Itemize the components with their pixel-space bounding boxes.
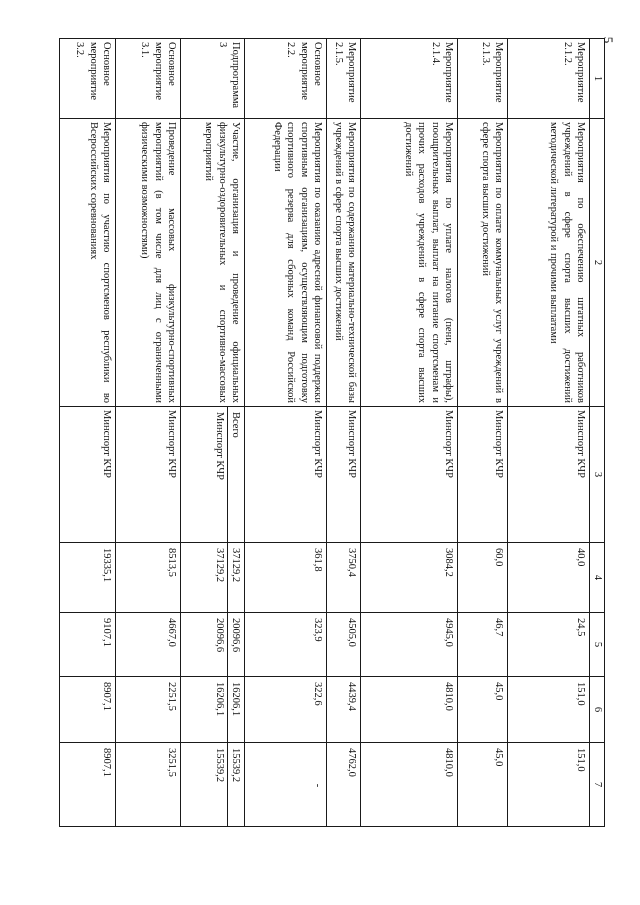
cell-col5: 323,9: [245, 613, 327, 677]
cell-col6: 2251,5: [116, 677, 181, 743]
table-row-subprogram: [181, 39, 245, 827]
row-id: Подпрограмма 3: [181, 39, 245, 119]
row-executor: Минспорт КЧР: [213, 412, 225, 480]
row-executor: Минспорт КЧР: [60, 407, 116, 543]
row-executor-split: [181, 407, 245, 543]
col-header-1: 1: [590, 39, 605, 119]
row-description: Мероприятия по участию спортсменов республики во Всероссийских соревнованиях: [60, 119, 116, 407]
cell-col7: 8907,1: [60, 743, 116, 827]
cell-col4: 40,0: [508, 543, 590, 613]
row-id: Мероприятие 2.1.4.: [361, 39, 458, 119]
program-table: [59, 38, 605, 827]
cell-col5: 46,7: [458, 613, 508, 677]
cell-col4-split: [181, 543, 245, 613]
row-description: Мероприятия по оказанию адресной финансовой поддержки спортивным организациям, осуществляющим подготовку спортивного резерва для сборных команд Российской Федерации: [245, 119, 327, 407]
cell-col7: 15539,2: [213, 748, 225, 783]
cell-col6: 151,0: [508, 677, 590, 743]
cell-col7-total: 15539,2: [227, 743, 242, 826]
cell-col6: 16206,1: [213, 682, 225, 717]
table-row: [508, 39, 590, 827]
row-executor: Минспорт КЧР: [508, 407, 590, 543]
table-row: [245, 39, 327, 827]
cell-col5: 4667,0: [116, 613, 181, 677]
table-row: [60, 39, 116, 827]
row-executor: Минспорт КЧР: [458, 407, 508, 543]
row-description: Участие, организация и проведение официальных физкультурно-оздоровительных и спортивно-массовых мероприятий: [181, 119, 245, 407]
row-description: Мероприятия по обеспечению штатных работников учреждений в сфере спорта высших достижений методической литературой и прочими выплатами: [508, 119, 590, 407]
row-id: Основное мероприятие 3.2.: [60, 39, 116, 119]
cell-col7-split: [181, 743, 245, 827]
cell-col5: 24,5: [508, 613, 590, 677]
cell-col6-total: 16206,1: [227, 677, 242, 742]
cell-col4: 3750,4: [327, 543, 361, 613]
cell-col7: 4762,0: [327, 743, 361, 827]
cell-col7: 151,0: [508, 743, 590, 827]
cell-col5-total: 20096,6: [227, 613, 242, 676]
row-executor: Минспорт КЧР: [361, 407, 458, 543]
cell-col6-split: [181, 677, 245, 743]
table-row: [116, 39, 181, 827]
row-id: Основное мероприятие 2.2.: [245, 39, 327, 119]
cell-col4: 361,8: [245, 543, 327, 613]
table-row: [327, 39, 361, 827]
cell-col6: 4439,4: [327, 677, 361, 743]
cell-col5: 9107,1: [60, 613, 116, 677]
row-description: Проведение массовых физкультурно-спортивных мероприятий (в том числе для лиц с ограниченными физическими возможностями): [116, 119, 181, 407]
cell-col5: 20096,6: [213, 618, 225, 653]
cell-col4-total: 37129,2: [227, 543, 242, 612]
col-header-7: 7: [590, 743, 605, 827]
row-executor: Минспорт КЧР: [327, 407, 361, 543]
cell-col6: 8907,1: [60, 677, 116, 743]
cell-col5: 4505,0: [327, 613, 361, 677]
col-header-6: 6: [590, 677, 605, 743]
cell-col6: 322,6: [245, 677, 327, 743]
col-header-4: 4: [590, 543, 605, 613]
cell-col4: 37129,2: [213, 548, 225, 583]
row-id: Мероприятие 2.1.5.: [327, 39, 361, 119]
row-executor: Минспорт КЧР: [116, 407, 181, 543]
cell-col7: 45,0: [458, 743, 508, 827]
col-header-5: 5: [590, 613, 605, 677]
row-executor: Минспорт КЧР: [245, 407, 327, 543]
col-header-2: 2: [590, 119, 605, 407]
cell-col7: -: [245, 743, 327, 827]
table-row: [361, 39, 458, 827]
cell-col4: 19335,1: [60, 543, 116, 613]
cell-col4: 60,0: [458, 543, 508, 613]
cell-col4: 3084,2: [361, 543, 458, 613]
row-description: Мероприятия по оплате коммунальных услуг учреждений в сфере спорта высших достижений: [458, 119, 508, 407]
col-header-3: 3: [590, 407, 605, 543]
cell-col6: 45,0: [458, 677, 508, 743]
executor-total-label: Всего: [227, 407, 242, 542]
page-number: 5: [601, 36, 616, 44]
row-id: Мероприятие 2.1.2.: [508, 39, 590, 119]
cell-col5-split: [181, 613, 245, 677]
row-id: Мероприятие 2.1.3.: [458, 39, 508, 119]
header-row: [590, 39, 605, 827]
cell-col4: 8513,5: [116, 543, 181, 613]
cell-col7: 3251,5: [116, 743, 181, 827]
cell-col5: 4945,0: [361, 613, 458, 677]
table-row: [458, 39, 508, 827]
cell-col7: 4810,0: [361, 743, 458, 827]
cell-col6: 4810,0: [361, 677, 458, 743]
row-id: Основное мероприятие 3.1.: [116, 39, 181, 119]
row-description: Мероприятия по уплате налогов (пени, штрафы), поощрительных выплат, выплат на питание спортсменам и прочих расходов учреждений в сфере спорта высших достижений: [361, 119, 458, 407]
rotated-table-container: [59, 38, 605, 826]
row-description: Мероприятия по содержанию материально-технической базы учреждений в сфере спорта высших достижений: [327, 119, 361, 407]
